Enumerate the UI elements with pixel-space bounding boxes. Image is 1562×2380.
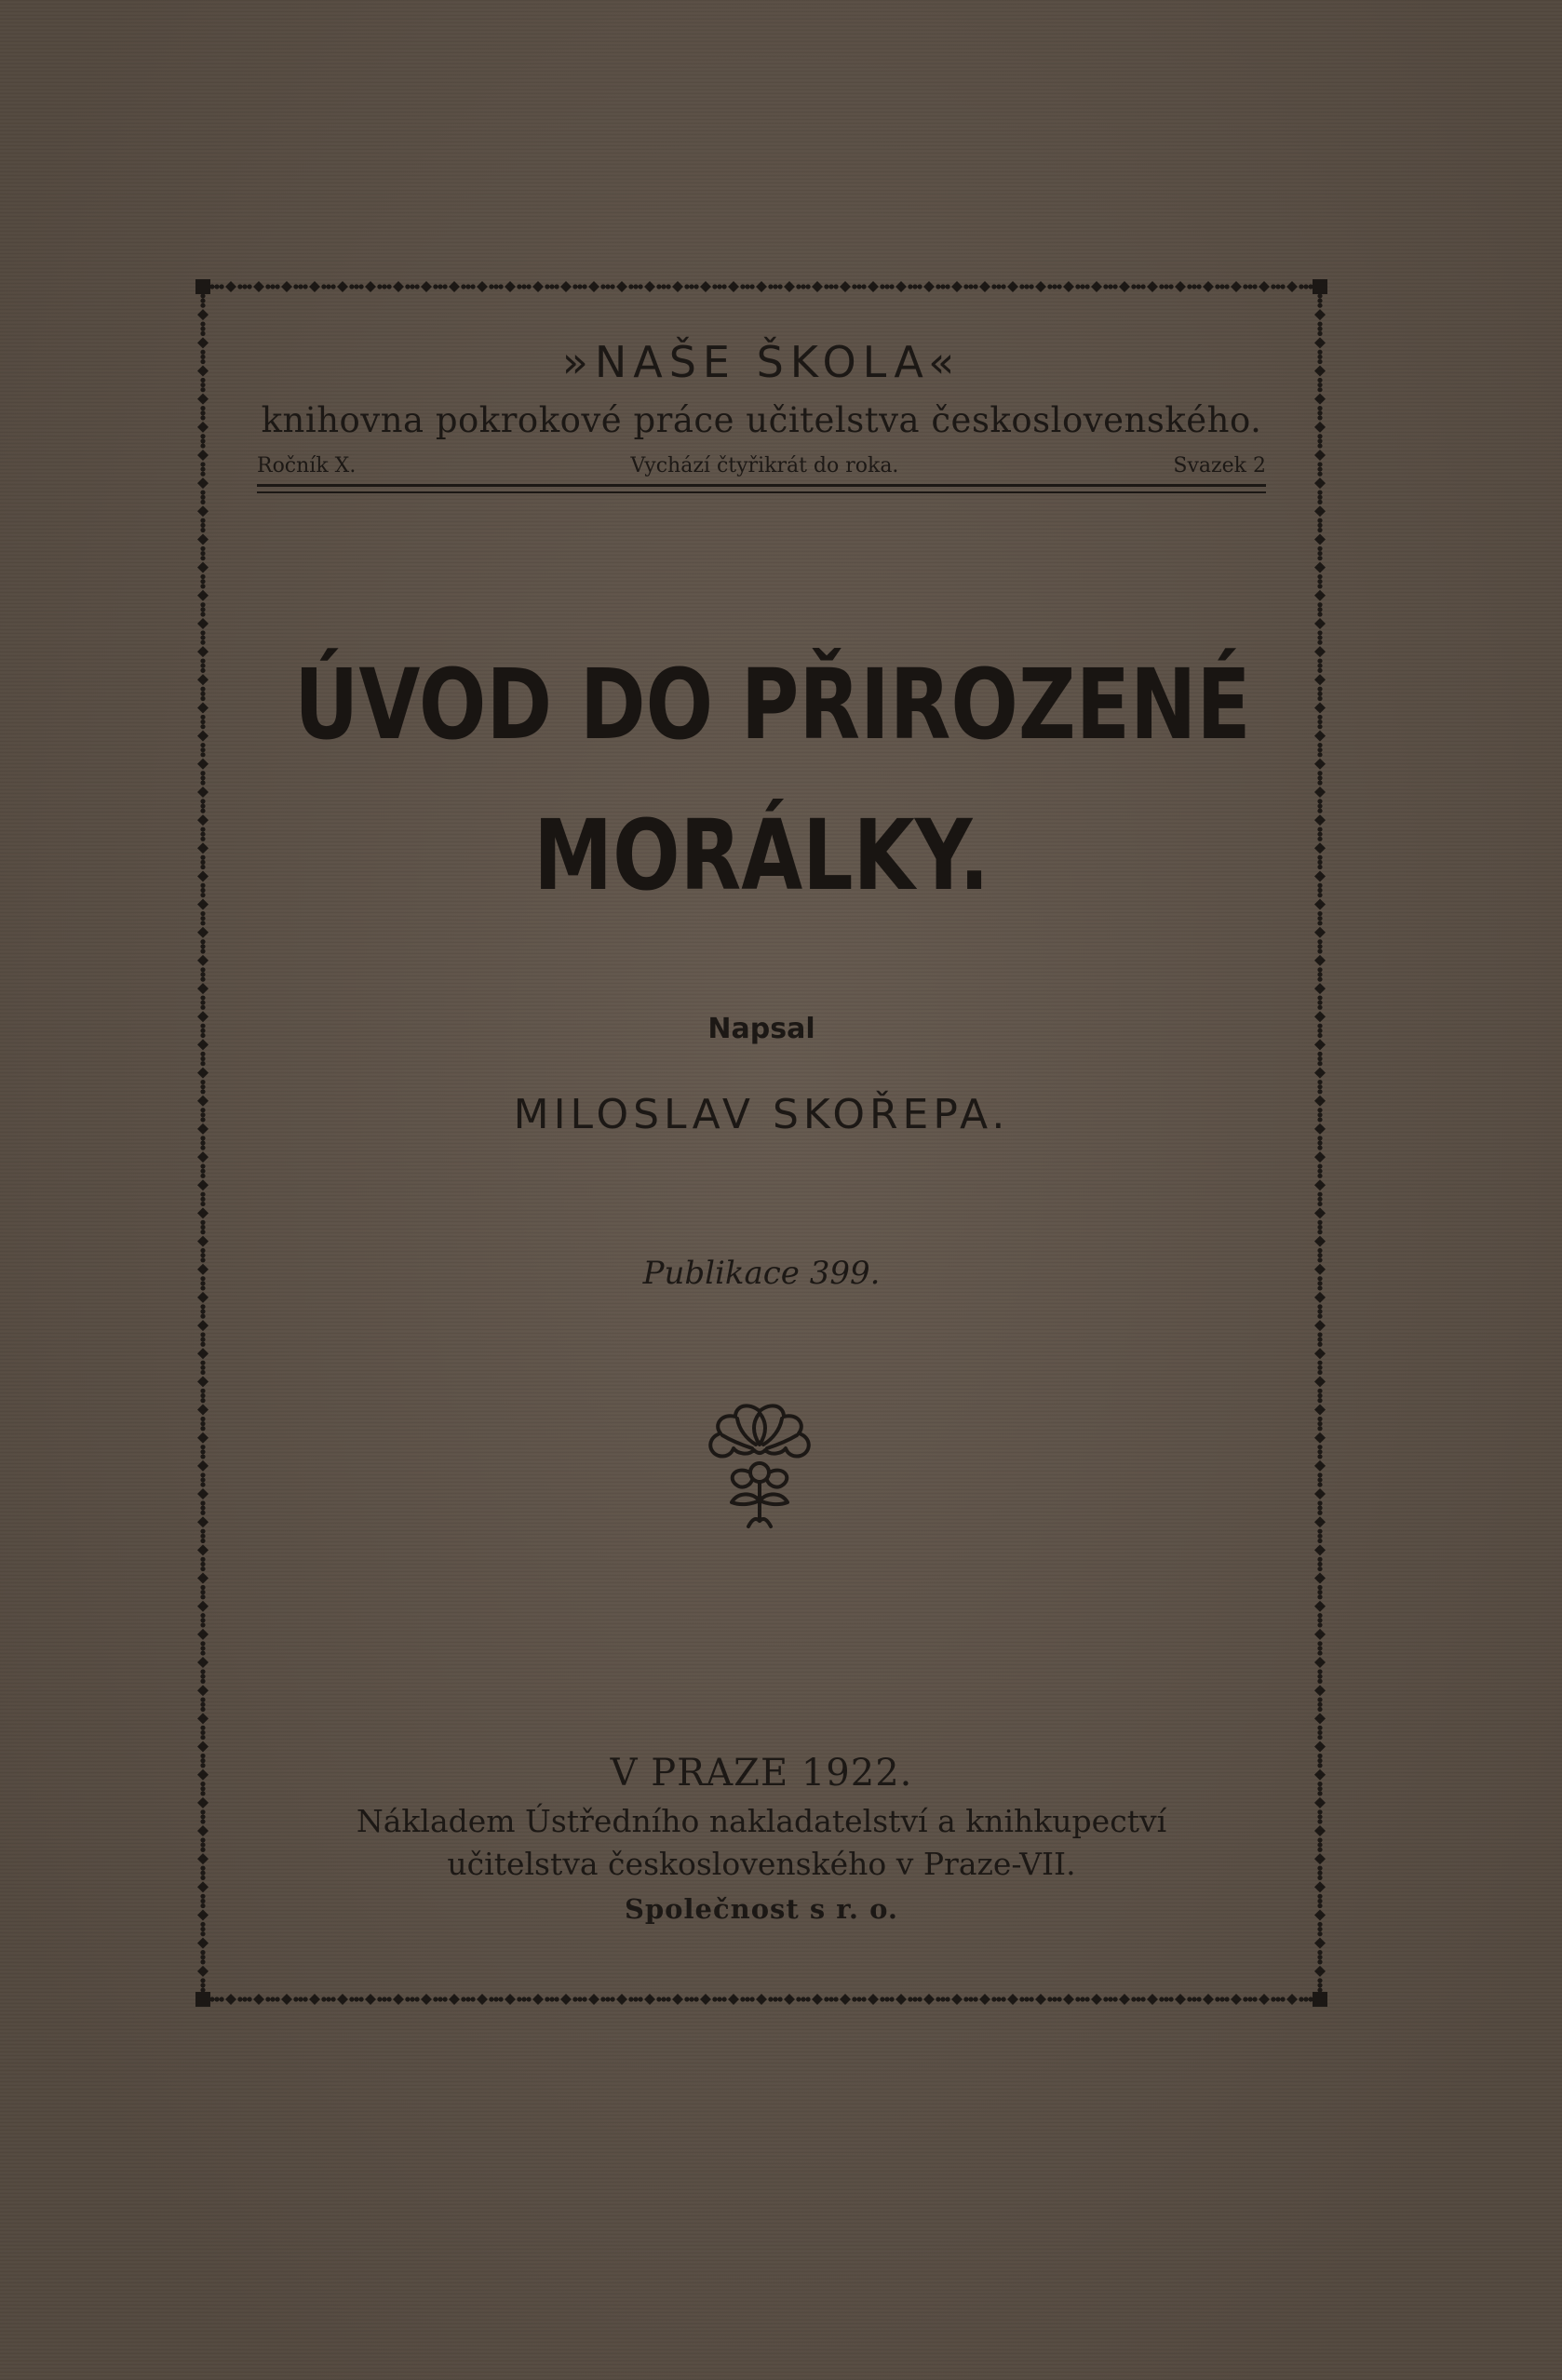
imprint — [192, 1746, 1331, 1932]
imprint-company: Společnost s r. o. — [624, 1893, 899, 1925]
floral-ornament-icon — [694, 1396, 825, 1536]
series-name: »NAŠE ŠKOLA« — [561, 337, 962, 387]
imprint-publisher: učitelstva československého v Praze-VII. — [447, 1846, 1076, 1882]
volume-year: Ročník X. — [257, 454, 357, 477]
imprint-place-year: V PRAZE 1922. — [610, 1752, 913, 1795]
publication-number: Publikace 399. — [642, 1255, 881, 1292]
divider-rule — [257, 484, 1266, 487]
author-name: MILOSLAV SKOŘEPA. — [513, 1091, 1010, 1138]
title-line: MORÁLKY. — [533, 799, 990, 912]
issue-number: Svazek 2 — [1173, 454, 1266, 477]
divider-rule — [257, 491, 1266, 493]
book-title — [294, 629, 1251, 931]
cover-content — [192, 276, 1331, 2010]
byline-label: Napsal — [707, 1013, 815, 1045]
title-line: ÚVOD DO PŘIROZENÉ — [294, 648, 1251, 761]
series-meta — [257, 454, 1266, 477]
frequency: Vychází čtyřikrát do roka. — [630, 454, 899, 477]
series-subtitle: knihovna pokrokové práce učitelstva československého. — [261, 400, 1262, 440]
imprint-publisher: Nákladem Ústředního nakladatelství a knihkupectví — [356, 1803, 1167, 1839]
